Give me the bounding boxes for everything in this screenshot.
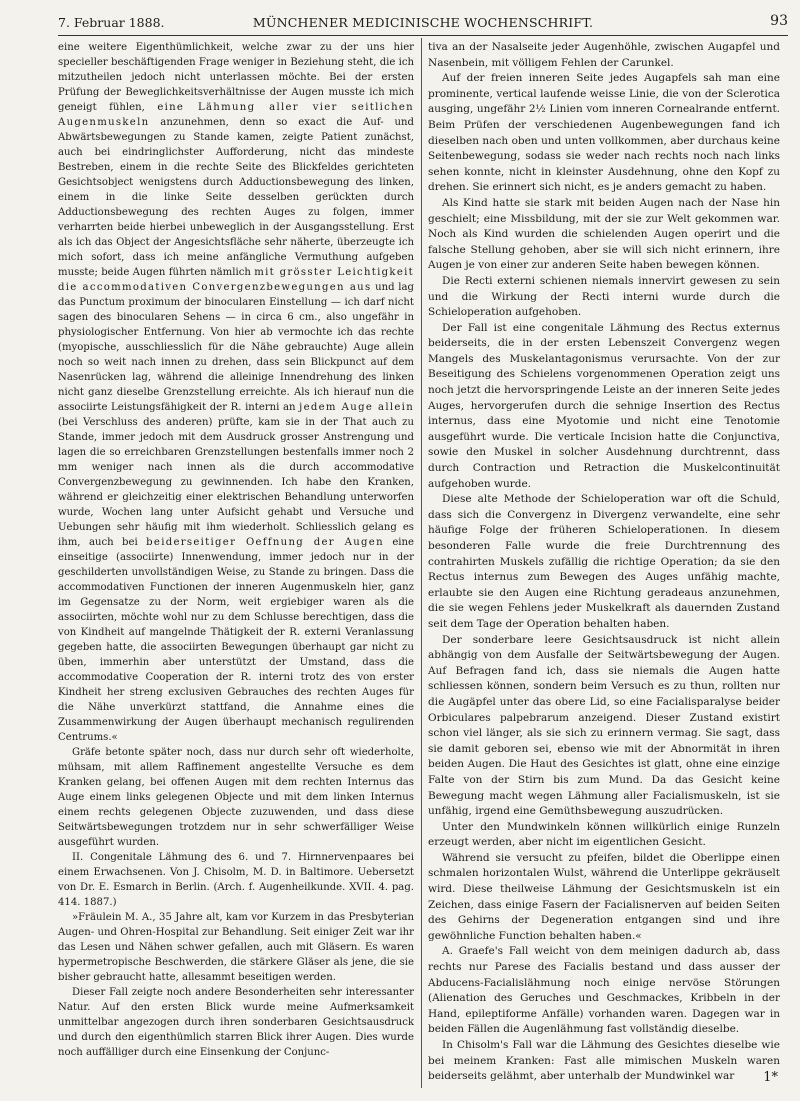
paragraph: tiva an der Nasalseite jeder Augenhöhle, zwischen Augapfel und Nasenbein, mit völligem Fehlen der Carunkel. <box>428 41 780 69</box>
paragraph: Während sie versucht zu pfeifen, bildet die Oberlippe einen schmalen horizontalen Wulst, während die Unterlippe gekräuselt wird. Diese theilweise Lähmung der Gesichtsmuskeln ist ein Zeichen, dass einige Fasern der Facialisnerven auf beiden Seiten des Gehirns der Degeneration entgangen sind und ihre gewöhnliche Function behalten haben.« <box>428 851 780 942</box>
page-number: 93 <box>770 13 788 29</box>
paragraph: »Fräulein M. A., 35 Jahre alt, kam vor Kurzem in das Presbyterian Augen- und Ohren-Hospital zur Behandlung. Seit einiger Zeit war ihr das Lesen und Nähen schwer gefallen, auch mit Gläsern. Es waren hypermetropische Beschwerden, die stärkere Gläser als jene, die sie bisher gebraucht hatte, allesammt beseitigen werden. <box>58 912 414 983</box>
running-header <box>58 13 788 33</box>
paragraph: Der sonderbare leere Gesichtsausdruck ist nicht allein abhängig von dem Ausfalle der Seitwärtsbewegung der Augen. Auf Befragen fand ich, dass sie niemals die Augen hatte schliessen können, sondern beim Versuch es zu thun, rollten nur die Augäpfel unter das obere Lid, so eine Facialisparalyse beider Orbiculares palpebrarum anzeigend. Dieser Zustand existirt schon viel länger, als sie sich zu erinnern vermag. Sie sagt, dass sie damit geboren sei, ebenso wie mit der Abnormität in ihren beiden Augen. Die Haut des Gesichtes ist glatt, ohne eine einzige Falte von der Stirn bis zum Mund. Da das Gesicht keine Bewegung macht wegen Lähmung aller Facialismuskeln, ist sie unfähig, irgend eine Gemüthsbewegung auszudrücken. <box>428 633 780 818</box>
issue-date: 7. Februar 1888. <box>58 15 165 30</box>
paragraph: A. Graefe's Fall weicht von dem meinigen dadurch ab, dass rechts nur Parese des Facialis bestand und dass ausser der Abducens-Facialislähmung noch einige nervöse Störungen (Alienation des Geruches und Geschmackes, Kribbeln in der Hand, epileptiforme Anfälle) vorhanden waren. Dagegen war in beiden Fällen die Augenlähmung fast vollständig dieselbe. <box>428 945 780 1036</box>
header-rule <box>58 35 788 36</box>
paragraph: In Chisolm's Fall war die Lähmung des Gesichtes dieselbe wie bei meinem Kranken: Fast alle mimischen Muskeln waren beiderseits gelähmt, aber unterhalb der Mundwinkel war <box>428 1039 780 1083</box>
paragraph: Diese alte Methode der Schieloperation war oft die Schuld, dass sich die Convergenz in Divergenz verwandelte, eine sehr häufige Folge der früheren Schieloperationen. In diesem besonderen Falle wurde die freie Durchtrennung des contrahirten Muskels zufällig die richtige Operation; da sie den Rectus internus zum Bewegen des Auges unfähig machte, erlaubte sie den Augen eine Richtung geradeaus anzunehmen, die sie wegen Fehlens jeder Muskelkraft als dauernden Zustand seit dem Tage der Operation behalten haben. <box>428 493 780 630</box>
signature-mark: 1* <box>763 1070 778 1085</box>
paragraph: Auf der freien inneren Seite jedes Augapfels sah man eine prominente, vertical laufende weisse Linie, die von der Sclerotica ausging, ungefähr 2½ Linien vom inneren Cornealrande entfernt. Beim Prüfen der verschiedenen Augenbewegungen fand ich dieselben nach oben und unten vollkommen, aber durchaus keine Seitenbewegung, sodass sie weder nach rechts noch nach links sehen konnte, nicht in kleinster Ausdehnung, ohne den Kopf zu drehen. Sie erinnert sich nicht, es je anders gemacht zu haben. <box>428 72 780 194</box>
paragraph: Dieser Fall zeigte noch andere Besonderheiten sehr interessanter Natur. Auf den ersten Blick wurde meine Aufmerksamkeit unmittelbar angezogen durch ihren sonderbaren Gesichtsausdruck und durch den eigenthümlich starren Blick ihrer Augen. Dies wurde noch auffälliger durch eine Einsenkung der Conjunc- <box>58 987 414 1058</box>
left-column <box>58 40 414 1086</box>
section-heading: II. Congenitale Lähmung des 6. und 7. Hirnnervenpaares bei einem Erwachsenen. Von J. Chisolm, M. D. in Baltimore. Uebersetzt von Dr. E. Esmarch in Berlin. (Arch. f. Augenheilkunde. XVII. 4. pag. 414. 1887.) <box>58 852 414 908</box>
right-column <box>428 40 780 1086</box>
column-divider <box>421 38 422 1088</box>
paragraph-graefe-quote: eine weitere Eigenthümlichkeit, welche zwar zu der uns hier specieller beschäftigenden Frage weniger in Beziehung steht, die ich mitzutheilen jedoch nicht unterlassen möchte. Bei der ersten Prüfung der Beweglichkeitsverhältnisse der Augen musste ich mich geneigt fühlen, eine Lähmung aller vier seitlichen Augenmuskeln anzunehmen, denn so exact die Auf- und Abwärtsbewegungen zu Stande kamen, zeigte Patient zunächst, auch bei eindringlichster Aufforderung, nicht das mindeste Bestreben, einem in die rechte Seite des Blickfeldes gerichteten Gesichtsobject wenigstens durch Adductionsbewegung des linken, einem in die linke Seite desselben gerückten durch Adductionsbewegung des rechten Auges zu folgen, immer verharrten beide hierbei unbeweglich in der Ausgangsstellung. Erst als ich das Object der Angesichtsfläche sehr näherte, überzeugte ich mich sofort, dass ich meine anfängliche Vermuthung aufgeben musste; beide Augen führten nämlich mit grösster Leichtigkeit die accommodativen Convergenzbewegungen aus und lag das Punctum proximum der binocularen Einstellung — ich darf nicht sagen des binocularen Sehens — in circa 6 cm., also ungefähr in physiologischer Entfernung. Von hier ab vermochte ich das rechte (myopische, ausschliesslich für die Nähe gebrauchte) Auge allein noch so weit nach innen zu drehen, dass sein Blickpunct auf dem Nasenrücken lag, während die alleinige Innendrehung des linken nicht ganz dieselbe Grenzstellung erreichte. Als ich hierauf nun die associirte Leistungsfähigkeit der R. interni an jedem Auge allein (bei Verschluss des anderen) prüfte, kam sie in der That auch zu Stande, immer jedoch mit dem Ausdruck grosser Anstrengung und lagen die so erreichbaren Grenzstellungen bestenfalls immer noch 2 mm weniger nach innen als die durch accommodative Convergenzbewegung zu gewinnenden. Ich habe den Kranken, während er gleichzeitig einer elektrischen Behandlung unterworfen wurde, Wochen lang unter Aufsicht gehabt und Versuche und Uebungen sehr häufig mit ihm wiederholt. Schliesslich gelang es ihm, auch bei beiderseitiger Oeffnung der Augen eine einseitige (associirte) Innenwendung, immer jedoch nur in der geschilderten unvollständigen Weise, zu Stande zu bringen. Dass die accommodativen Functionen der inneren Augenmuskeln hier, ganz im Gegensatze zu der Norm, weit ergiebiger waren als die associirten, möchte wohl nur zu dem Schlusse berechtigen, dass die von Kindheit auf mangelnde Thätigkeit der R. externi Veranlassung gegeben hatte, die associirten Bewegungen überhaupt gar nicht zu üben, immerhin aber unterstützt der Umstand, dass die accommodative Cooperation der R. interni trotz des von erster Kindheit her streng exclusiven Gebrauches des rechten Auges für die Nähe unverkürzt stattfand, die Annahme eines die Zusammenwirkung der Augen überhaupt mechanisch regulirenden Centrums.« <box>58 42 415 743</box>
paragraph: Die Recti externi schienen niemals innervirt gewesen zu sein und die Wirkung der Recti interni wurde durch die Schieloperation aufgehoben. <box>428 274 780 319</box>
paragraph: Als Kind hatte sie stark mit beiden Augen nach der Nase hin geschielt; eine Missbildung, mit der sie zur Welt gekommen war. Noch als Kind wurden die schielenden Augen operirt und die falsche Stellung gehoben, aber sie will sich nicht erinnern, ihre Augen je von einer zur anderen Seite haben bewegen können. <box>428 196 780 272</box>
journal-title: MÜNCHENER MEDICINISCHE WOCHENSCHRIFT. <box>252 15 594 30</box>
paragraph: Gräfe betonte später noch, dass nur durch sehr oft wiederholte, mühsam, mit allem Raffinement angestellte Versuche es dem Kranken gelang, bei offenen Augen mit dem rechten Internus das Auge einem links gelegenen Objecte und mit dem linken Internus einem rechts gelegenen Objecte zuzuwenden, und dass diese Seitwärtsbewegungen trotzdem nur in sehr schwerfälliger Weise ausgeführt wurden. <box>58 747 414 848</box>
paragraph: Unter den Mundwinkeln können willkürlich einige Runzeln erzeugt werden, aber nicht im eigentlichen Gesicht. <box>428 820 780 849</box>
paragraph: Der Fall ist eine congenitale Lähmung des Rectus externus beiderseits, die in der ersten Lebenszeit Convergenz wegen Mangels des Muskelantagonismus verursachte. Von der zur Beseitigung des Schielens vorgenommenen Operation zeigt uns noch jetzt die hervorspringende Leiste an der inneren Seite jedes Auges, hervorgerufen durch die sehnige Insertion des Rectus internus, dass eine Myotomie und nicht eine Tenotomie ausgeführt wurde. Die verticale Incision hatte die Conjunctiva, sowie den Muskel in solcher Ausdehnung durchtrennt, dass durch Contraction und Retraction die Muskelcontinuität aufgehoben wurde. <box>428 321 780 490</box>
